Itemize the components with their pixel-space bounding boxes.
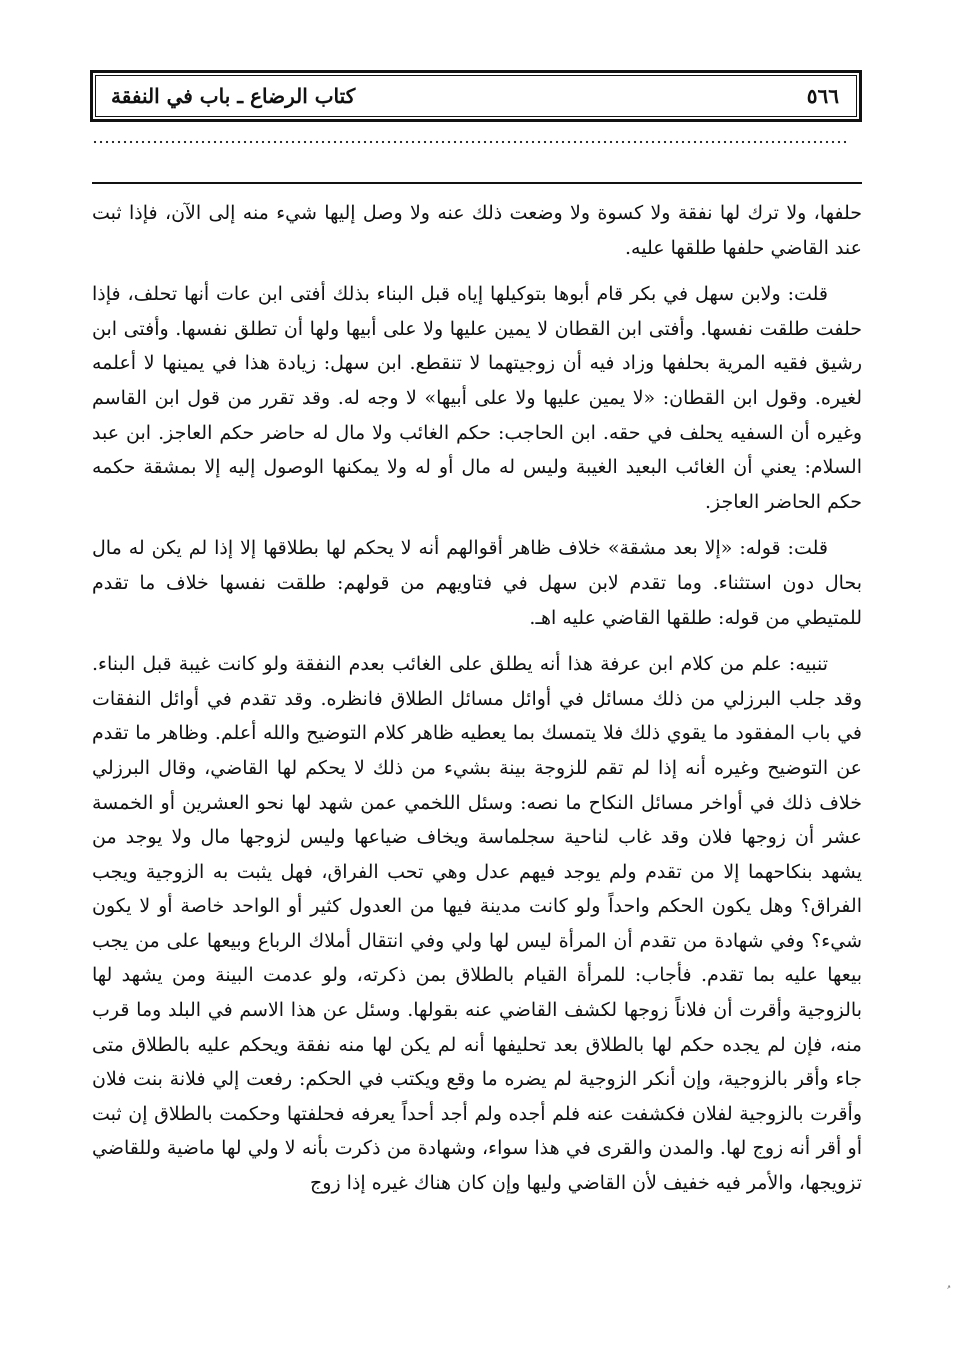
paragraph-4: تنبيه: علم من كلام ابن عرفة هذا أنه يطلق على الغائب بعدم النفقة ولو كانت غيبة قبل البناء. وقد جلب البرزلي من ذلك مسائل في أوائل مسائل الطلاق فانظره. وقد تقدم في أوائل النفقات في باب المفقود ما يقوي ذلك فلا يتمسك بما يعطيه ظاهر كلام التوضيح والله أعلم. وظاهر ما تقدم عن التوضيح وغيره أنه إذا لم تقم للزوجة بينة بشيء من ذلك لا يحكم لها القاضي، وقال البرزلي خلاف ذلك في أواخر مسائل النكاح ما نصه: وسئل اللخمي عمن شهد لها نحو العشرين أو الخمسة عشر أن زوجها فلان وقد غاب لناحية سجلماسة ويخاف ضياعها وليس لزوجها مال ولا يوجد من يشهد بنكاحهما إلا من تقدم ولم يوجد فيهم عدل وهي تحب الفراق، فهل يثبت به الزوجية ويجب الفراق؟ وهل يكون الحكم واحداً ولو كانت مدينة فيها من العدول كثير أو الواحد خاصة أو لا يكون شيء؟ وفي شهادة من تقدم أن المرأة ليس لها ولي وفي انتقال أملاك الرباع وبيعها على من يجب بيعها عليه بما تقدم. فأجاب: للمرأة القيام بالطلاق بمن ذكرته، ولو عدمت البينة ومن يشهد لها بالزوجية وأقرت أن فلاناً زوجها لكشف القاضي عنه بقولها. وسئل عن هذا الاسم في البلد وما قرب منه، فإن لم يجده حكم لها بالطلاق بعد تحليفها أنه لم يكن لها منه نفقة ويحكم عليه بالطلاق متى جاء وأقر بالزوجية، وإن أنكر الزوجية لم يضره ما وقع ويكتب في الحكم: رفعت إلي فلانة بنت فلان وأقرت بالزوجية لفلان فكشفت عنه فلم أجده ولم أجد أحداً يعرفه فحلفتها وحكمت بالطلاق إن ثبت أو أقر أنه زوج لها. والمدن والقرى في هذا سواء، وشهادة من ذكرت بأنه لا ولي لها ماضية وللقاضي تزويجها، والأمر فيه خفيف لأن القاضي وليها وإن كان هناك غيره إذا زوج bbox=[92, 653, 862, 1195]
chapter-title: كتاب الرضاع ـ باب في النفقة bbox=[111, 84, 356, 108]
page-number: ٥٦٦ bbox=[806, 84, 839, 108]
paragraph-2: قلت: ولابن سهل في بكر قام أبوها بتوكيلها إياه قبل البناء بذلك أفتى ابن عات أنها تحلف، فإذا حلفت طلقت نفسها. وأفتى ابن القطان لا يمين عليها ولا على أبيها ولها أن تطلق نفسها. وأفتى ابن رشيق فقيه المرية بحلفها وزاد فيه أن زوجيتهما لا تنقطع. ابن سهل: زيادة هذا في يمينها لا أعلمه لغيره. وقول ابن القطان: «لا يمين عليها ولا على أبيها» لا وجه له. وقد تقرر من قول ابن القاسم وغيره أن السفيه يحلف في حقه. ابن الحاجب: حكم الغائب ولا مال له حاضر حكم العاجز. ابن عبد السلام: يعني أن الغائب البعيد الغيبة وليس له مال أو له ولا يمكنها الوصول إليه إلا بمشقة حكمه حكم الحاضر العاجز. bbox=[92, 283, 862, 513]
paragraph-3: قلت: قوله: «إلا بعد مشقة» خلاف ظاهر أقوالهم أنه لا يحكم لها بطلاقها إلا إذا لم يكن له مال بحال دون استثناء. وما تقدم لابن سهل في فتاويهم من قولهم: طلقت نفسها خلاف ما تقدم للمتيطي من قوله: طلقها القاضي عليه اهـ. bbox=[92, 537, 862, 629]
paragraph-1: حلفها، ولا ترك لها نفقة ولا كسوة ولا وضعت ذلك عنه ولا وصل إليها شيء منه إلى الآن، فإذا ثبت عند القاضي حلفها طلقها عليه. bbox=[92, 202, 862, 259]
horizontal-rule bbox=[92, 182, 862, 184]
main-text bbox=[92, 196, 862, 1213]
dotted-separator bbox=[92, 140, 850, 144]
running-header bbox=[90, 70, 862, 122]
